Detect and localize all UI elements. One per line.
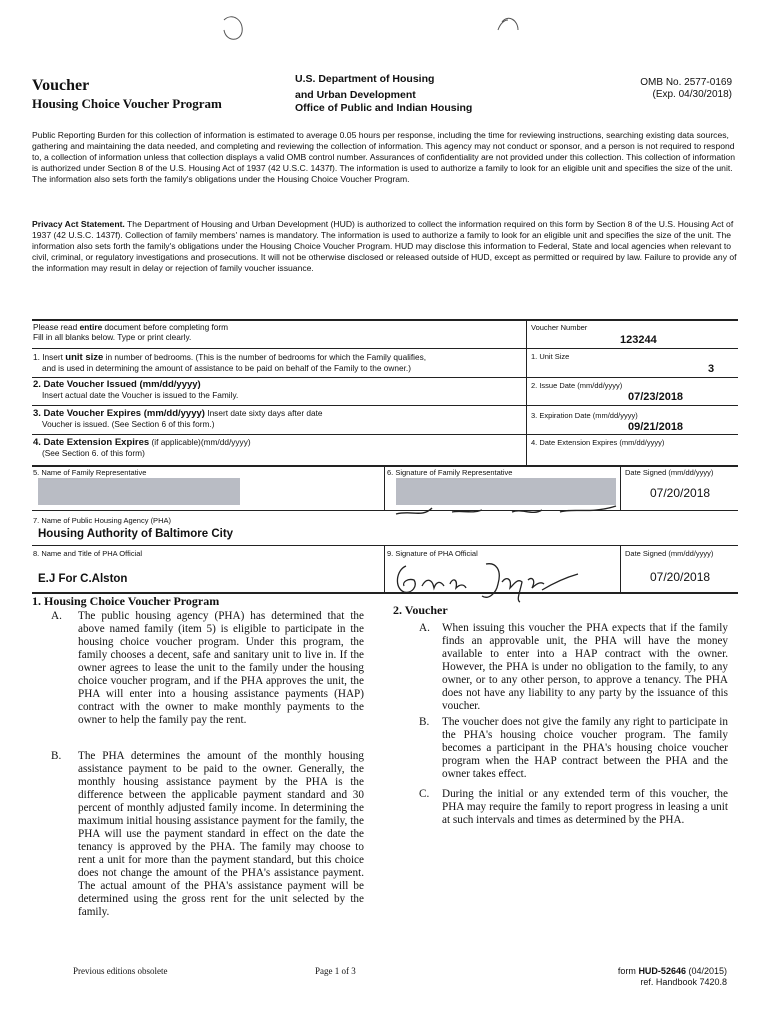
- omb-line: OMB No. 2577-0169: [640, 77, 732, 88]
- pha-signature-label: 9. Signature of PHA Official: [387, 549, 478, 558]
- section-2-heading: 2. Voucher: [393, 603, 448, 617]
- dept-line: U.S. Department of Housing: [295, 73, 435, 85]
- instruction-emphasis: 3. Date Voucher Expires (mm/dd/yyyy): [33, 408, 205, 419]
- section-2-item-letter: B.: [419, 716, 430, 728]
- pha-name-label: 7. Name of Public Housing Agency (PHA): [33, 516, 171, 525]
- form-number: [567, 966, 727, 988]
- issue-date-value: 07/23/2018: [628, 391, 684, 403]
- instruction-text: Please read: [33, 322, 80, 332]
- handbook-reference: ref. Handbook 7420.8: [640, 977, 727, 987]
- form-number-date: (04/2015): [685, 966, 727, 976]
- form-rule: [32, 405, 738, 406]
- issue-date-label: 2. Issue Date (mm/dd/yyyy): [531, 381, 623, 390]
- instruction-text: Fill in all blanks below. Type or print clearly.: [33, 332, 192, 342]
- instruction-text: and is used in determining the amount of assistance to be paid on behalf of the Family to the owner.): [42, 363, 411, 373]
- form-rule: [32, 545, 738, 546]
- unit-size-instruction: [33, 352, 426, 373]
- date-signed-label: Date Signed (mm/dd/yyyy): [625, 468, 714, 477]
- pha-official-label: 8. Name and Title of PHA Official: [33, 549, 143, 558]
- instruction-text: 1. Insert: [33, 352, 66, 362]
- omb-expiration: (Exp. 04/30/2018): [652, 89, 732, 100]
- section-2-item-b: The voucher does not give the family any right to participate in the PHA's housing choice voucher program. The family becomes a participant in the PHA's housing choice voucher program when the HAP contract between the PHA and the owner takes effect.: [442, 716, 728, 780]
- form-rule: [32, 348, 738, 349]
- form-column-divider: [384, 466, 385, 511]
- extension-date-label: 4. Date Extension Expires (mm/dd/yyyy): [531, 438, 665, 447]
- section-2-item-a: When issuing this voucher the PHA expects that if the family finds an approvable unit, the PHA will have the money available to enter into a HAP contract with the owner. However, the PHA is under no obligation to the family, to any owner, or to any other person, to approve a tenancy. The PHA does not have any liability to any party by the issuance of this voucher.: [442, 622, 728, 712]
- voucher-number-label: Voucher Number: [531, 323, 588, 332]
- instruction-emphasis: 2. Date Voucher Issued (mm/dd/yyyy): [33, 379, 201, 390]
- dept-line: Office of Public and Indian Housing: [295, 102, 473, 114]
- section-1-heading: 1. Housing Choice Voucher Program: [32, 594, 220, 608]
- form-subtitle: Housing Choice Voucher Program: [32, 96, 222, 111]
- expiration-date-value: 09/21/2018: [628, 421, 684, 433]
- expiration-date-label: 3. Expiration Date (mm/dd/yyyy): [531, 411, 638, 420]
- hole-punch-mark: [218, 14, 248, 44]
- pha-name: Housing Authority of Baltimore City: [38, 528, 234, 540]
- instruction-text: (See Section 6. of this form): [42, 448, 145, 458]
- page-number: Page 1 of 3: [315, 966, 356, 976]
- section-2-item-letter: A.: [419, 622, 430, 634]
- extension-instruction: [33, 437, 251, 458]
- instruction-text: Voucher is issued. (See Section 6 of this form.): [42, 419, 215, 429]
- burden-statement: Public Reporting Burden for this collection of information is estimated to average 0.05 hours per response, including the time for reviewing instructions, searching existing data sources, gathering and maintaining the data needed, and completing and reviewing the collection of information. This agency may not conduct or sponsor, and a person is not required to respond to, a collection of information unless that collection displays a valid OMB control number. Assurances of confidentiality are not provided under this collection. This collection of information is authorized under Section 8 of the U.S. Housing Act of 1937 (42 U.S.C. 1437f). The information is used to authorize a family to look for an eligible unit and specifies the size of the unit. The information also sets forth the family's obligations under the Housing Choice Voucher Program.: [32, 130, 735, 184]
- family-date-signed: 07/20/2018: [650, 486, 711, 500]
- instruction-text: Insert actual date the Voucher is issued to the Family.: [42, 390, 239, 400]
- section-1-item-b: The PHA determines the amount of the monthly housing assistance payment to be paid to the owner. Generally, the monthly housing assistance payment by the PHA is the difference between the applicable payment standard and 30 percent of monthly adjusted family income. In determining the maximum initial housing assistance payment for the family, the PHA will use the payment standard in effect on the date the tenancy is approved by the PHA. The family may choose to rent a unit for more than the payment standard, but this choice does not change the amount of the PHA's assistance payment. The actual amount of the PHA's assistance payment will be determined using the gross rent for the unit selected by the family.: [78, 750, 364, 918]
- privacy-statement: [32, 219, 740, 274]
- instruction-emphasis: unit size: [65, 352, 104, 363]
- form-rule: [32, 377, 738, 378]
- date-signed-label: Date Signed (mm/dd/yyyy): [625, 549, 714, 558]
- family-signature-mark: [392, 500, 620, 522]
- footer-obsolete-note: Previous editions obsolete: [73, 966, 168, 976]
- form-border: [32, 319, 738, 321]
- pha-official-name: E.J For C.Alston: [38, 573, 128, 585]
- voucher-number: 123244: [620, 334, 657, 346]
- form-rule: [32, 510, 738, 511]
- instruction-text: Insert date sixty days after date: [204, 408, 323, 418]
- form-instructions: [33, 322, 228, 342]
- section-1-item-letter: B.: [51, 750, 62, 762]
- instruction-emphasis: 4. Date Extension Expires: [33, 437, 150, 448]
- redacted-name: [38, 478, 240, 505]
- privacy-heading: Privacy Act Statement.: [32, 219, 125, 229]
- unit-size-label: 1. Unit Size: [531, 352, 570, 361]
- expiration-instruction: [33, 408, 323, 429]
- form-column-divider: [620, 546, 621, 592]
- hole-punch-mark: [494, 14, 524, 44]
- section-1-item-letter: A.: [51, 610, 62, 622]
- instruction-text: document before completing form: [102, 322, 229, 332]
- family-representative-label: 5. Name of Family Representative: [33, 468, 147, 477]
- form-column-divider: [526, 320, 527, 466]
- pha-official-signature: [392, 556, 582, 604]
- instruction-text: in number of bedrooms. (This is the number of bedrooms for which the Family qualifies,: [103, 352, 427, 362]
- section-2-item-c: During the initial or any extended term of this voucher, the PHA may require the family to report progress in leasing a unit at such intervals and times as determined by the PHA.: [442, 788, 728, 826]
- form-title: Voucher: [32, 77, 90, 94]
- instruction-emphasis: entire: [79, 322, 103, 332]
- form-number-prefix: form: [617, 966, 639, 976]
- department-name: [295, 73, 472, 115]
- dept-line: and Urban Development: [295, 89, 416, 101]
- privacy-text: The Department of Housing and Urban Development (HUD) is authorized to collect the information required on this form by Section 8 of the U.S. Housing Act of 1937 (42 U.S.C. 1437f). Collection of family members' names is mandatory. The information is used to authorize a family to look for an eligible unit and specifies the size of the unit. The information also sets forth the family's obligations under the Housing Choice Voucher Program. HUD may disclose this information to Federal, State and local agencies when relevant to civil, criminal, or regulatory investigations and prosecutions. It will not be otherwise disclosed or released outside of HUD, except as permitted or required by law. Failure to provide any of the information may result in delay or rejection of family voucher issuance.: [32, 219, 737, 273]
- form-column-divider: [384, 546, 385, 592]
- pha-date-signed: 07/20/2018: [650, 570, 711, 584]
- form-rule: [32, 434, 738, 435]
- section-2-item-letter: C.: [419, 788, 430, 800]
- unit-size-value: 3: [708, 363, 715, 375]
- section-1-item-a: The public housing agency (PHA) has determined that the above named family (item 5) is eligible to participate in the housing choice voucher program. Under this program, the family chooses a decent, safe and sanitary unit to live in. If the owner agrees to lease the unit to the family under the housing choice voucher program, and if the PHA approves the unit, the PHA will enter into a housing assistance payments (HAP) contract with the owner to make monthly payments to the owner to help the family pay the rent.: [78, 610, 364, 726]
- form-rule: [32, 465, 738, 467]
- omb-number: [640, 77, 732, 101]
- issue-date-instruction: [33, 379, 238, 400]
- family-signature-label: 6. Signature of Family Representative: [387, 468, 513, 477]
- form-column-divider: [620, 466, 621, 511]
- form-number-id: HUD-52646: [638, 966, 686, 976]
- instruction-text: (if applicable)(mm/dd/yyyy): [149, 437, 251, 447]
